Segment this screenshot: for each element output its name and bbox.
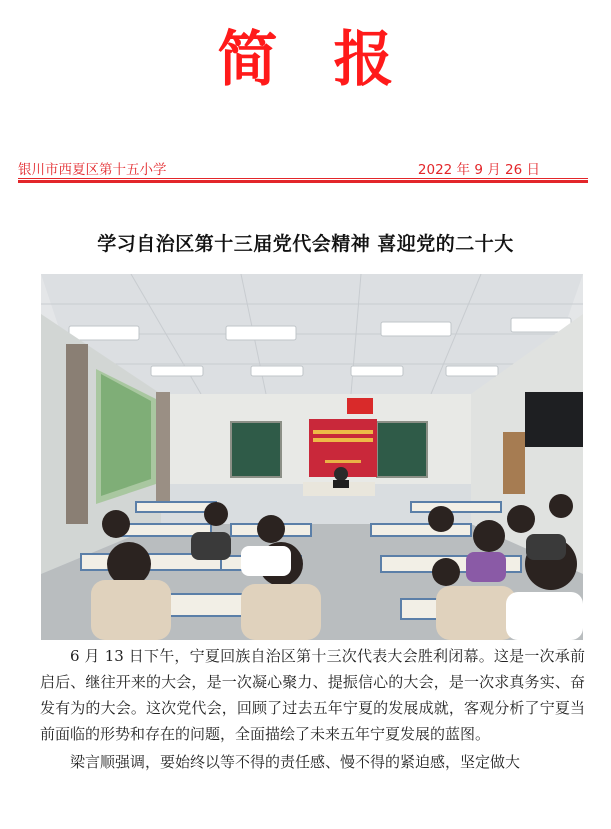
masthead-title: 简报: [217, 25, 450, 95]
issue-date: 2022 年 9 月 26 日: [417, 162, 540, 178]
header-rule-thick: [18, 180, 588, 183]
meeting-photo: [41, 274, 583, 640]
article-body: [40, 643, 585, 775]
article-paragraph: 6 月 13 日下午，宁夏回族自治区第十三次代表大会胜利闭幕。这是一次承前启后、继往开来的大会，是一次凝心聚力、提振信心的大会，是一次求真务实、奋发有为的大会。这次党代会，回顾了过去五年宁夏的发展成就，客观分析了宁夏当前面临的形势和存在的问题，全面描绘了未来五年宁夏发展的蓝图。: [40, 647, 585, 743]
organization-name: 银川市西夏区第十五小学: [18, 162, 167, 178]
header-rule-thin: [18, 178, 588, 179]
meta-row: [18, 158, 588, 180]
article-headline: 学习自治区第十三届党代会精神 喜迎党的二十大: [97, 233, 514, 255]
article-paragraph: 梁言顺强调，要始终以等不得的责任感、慢不得的紧迫感，坚定做大: [70, 753, 521, 771]
